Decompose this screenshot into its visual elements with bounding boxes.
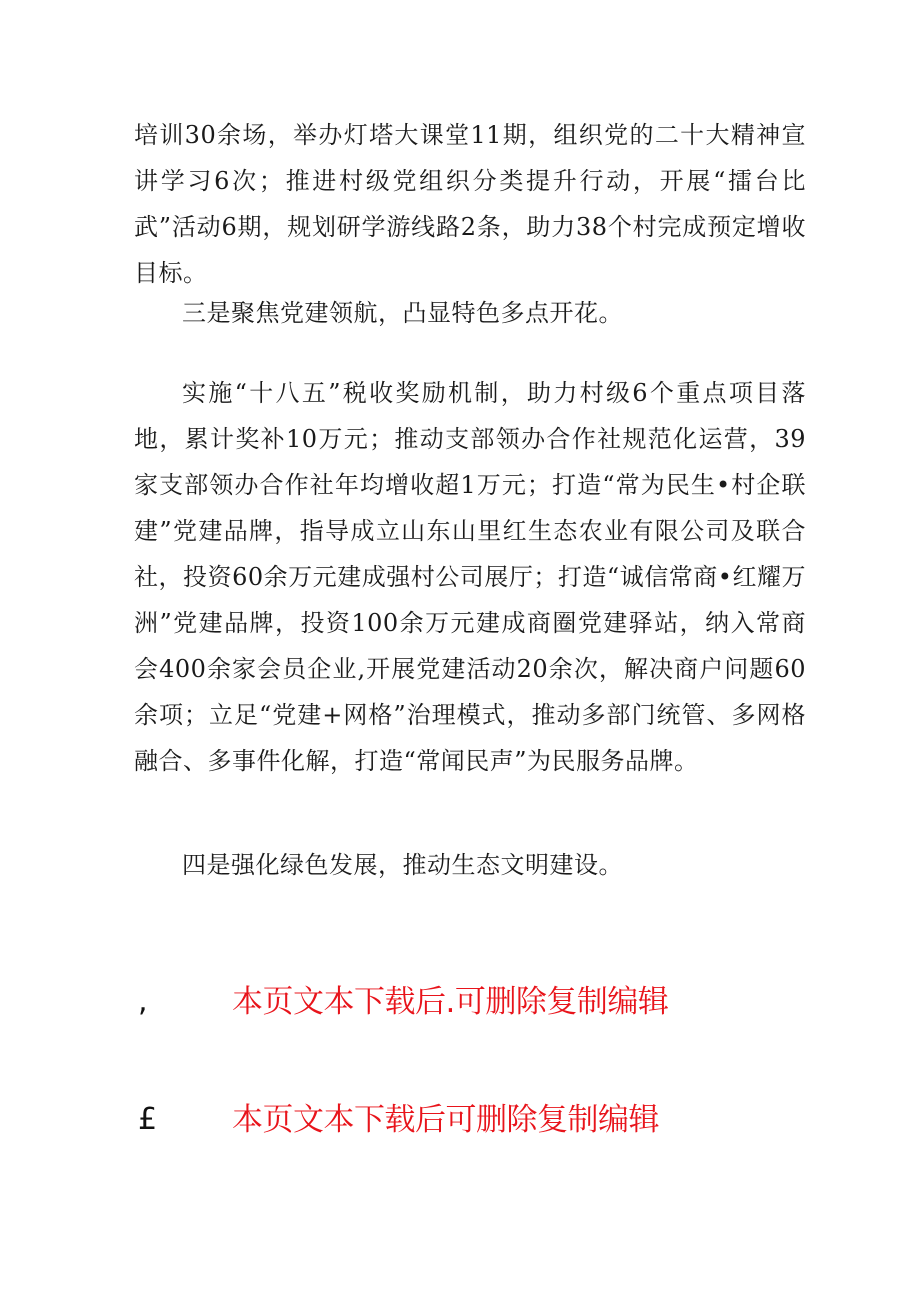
paragraph-implementation: 实施“十八五”税收奖励机制，助力村级6个重点项目落地，累计奖补10万元；推动支部领办合作社规范化运营，39家支部领办合作社年均增收超1万元；打造“常为民生•村企联建”党建品牌，指导成立山东山里红生态农业有限公司及联合社，投资60余万元建成强村公司展厅；打造“诚信常商•红耀万洲”党建品牌，投资100余万元建成商圈党建驿站，纳入常商会400余家会员企业,开展党建活动20余次，解决商户问题60余项；立足“党建+网格”治理模式，推动多部门统管、多网格融合、多事件化解，打造“常闻民声”为民服务品牌。 [134,379,806,775]
download-notice-2 [134,1090,784,1150]
paragraph-training: 培训30余场，举办灯塔大课堂11期，组织党的二十大精神宣讲学习6次；推进村级党组织分类提升行动，开展“擂台比武”活动6期，规划研学游线路2条，助力38个村完成预定增收目标。 [134,121,806,287]
section-heading-four: 四是强化绿色发展，推动生态文明建设。 [182,851,623,879]
notice-text: 本页文本下载后.可删除复制编辑 [232,984,669,1020]
download-notice-1 [134,972,784,1032]
section-heading-three: 三是聚焦党建领航，凸显特色多点开花。 [182,299,623,327]
notice-glyph: £ [138,1102,158,1137]
notice-text: 本页文本下载后可删除复制编辑 [232,1102,659,1138]
notice-glyph: , [138,984,148,1019]
